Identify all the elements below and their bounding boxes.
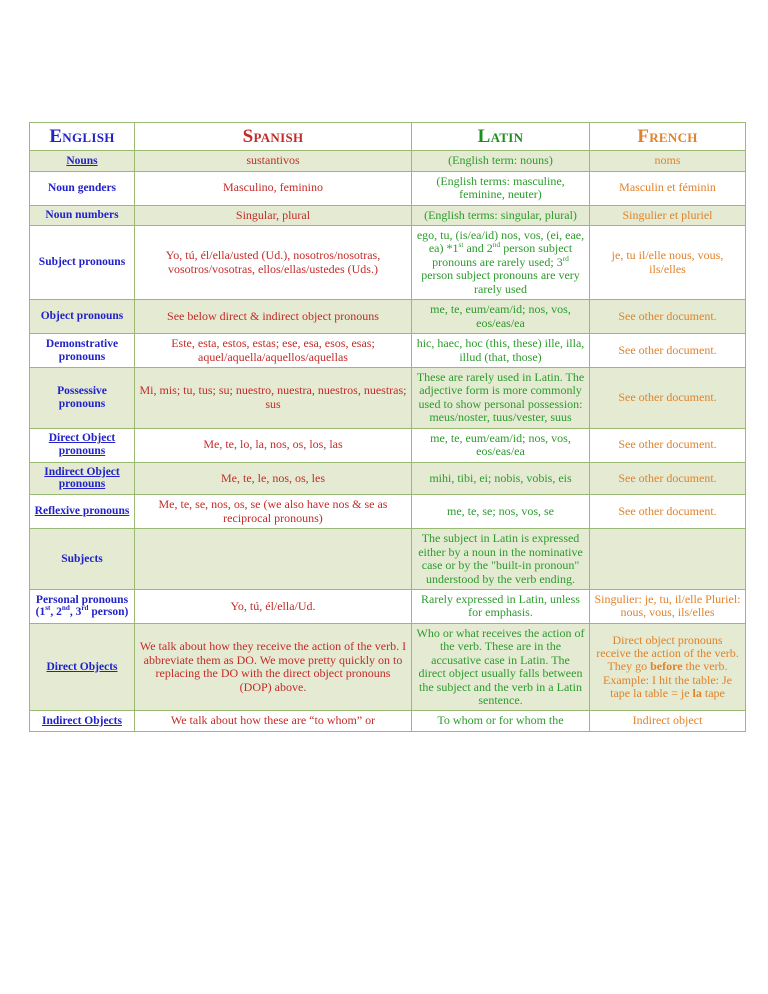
- table-cell-french-text: See other document.: [618, 437, 717, 452]
- table-cell-english: [30, 151, 135, 171]
- table-cell-latin: [412, 711, 590, 731]
- table-cell-english: [30, 205, 135, 225]
- table-cell-french-text: See other document.: [618, 504, 717, 519]
- table-cell-latin-text: (English terms: masculine, feminine, neuter): [436, 173, 565, 202]
- table-cell-english-text: Possessive pronouns: [57, 384, 107, 410]
- table-cell-english-text: Object pronouns: [40, 310, 124, 323]
- column-header-latin: [412, 123, 590, 151]
- table-cell-spanish: [135, 462, 412, 495]
- table-cell-english-text: Indirect Objects: [42, 714, 122, 727]
- table-cell-french: [590, 711, 746, 731]
- table-cell-latin-text: Rarely expressed in Latin, unless for emphasis.: [421, 591, 580, 620]
- table-cell-latin-text: ego, tu, (is/ea/id) nos, vos, (ei, eae, ea) *1st and 2nd person subject pronouns are rarely used; 3rd person subject pronouns are very rarely used: [416, 228, 585, 296]
- table-cell-french-text: See other document.: [618, 470, 717, 485]
- table-cell-latin: [412, 300, 590, 334]
- table-cell-english-text: Indirect Object pronouns: [44, 465, 120, 491]
- table-row: [30, 367, 746, 428]
- table-cell-english: [30, 171, 135, 205]
- table-cell-french-text: je, tu il/elle nous, vous, ils/elles: [611, 248, 724, 276]
- table-row: [30, 462, 746, 495]
- table-row: [30, 428, 746, 462]
- table-cell-french-text: See other document.: [618, 308, 717, 323]
- table-cell-english-text: Personal pronouns (1st, 2nd, 3rd person): [35, 593, 129, 619]
- header-label-spanish: Spanish: [242, 126, 304, 147]
- table-cell-latin: [412, 171, 590, 205]
- table-cell-spanish: [135, 589, 412, 623]
- table-cell-english: [30, 334, 135, 368]
- table-row: [30, 589, 746, 623]
- table-cell-spanish-text: We talk about how they receive the action of the verb. I abbreviate them as DO. We move pretty quickly on to replacing the DO with the direct object pronouns (DOP) above.: [139, 639, 407, 694]
- grammar-table-container: [29, 122, 745, 732]
- table-cell-latin: [412, 205, 590, 225]
- table-cell-latin-text: mihi, tibi, ei; nobis, vobis, eis: [429, 470, 572, 485]
- table-cell-spanish: [135, 623, 412, 711]
- table-cell-latin: [412, 495, 590, 529]
- table-cell-french: [590, 623, 746, 711]
- table-cell-english: [30, 367, 135, 428]
- table-cell-french-text: See other document.: [618, 342, 717, 357]
- table-cell-latin-text: (English terms: singular, plural): [424, 207, 577, 222]
- table-cell-latin-text: me, te, se; nos, vos, se: [447, 504, 554, 519]
- table-cell-spanish: [135, 300, 412, 334]
- table-cell-french-text: See other document.: [618, 390, 717, 405]
- grammar-comparison-table: [29, 122, 746, 732]
- table-cell-latin: [412, 151, 590, 171]
- table-cell-english-text: Direct Objects: [46, 660, 118, 673]
- table-row: [30, 711, 746, 731]
- table-cell-spanish-text: We talk about how these are “to whom” or: [170, 713, 376, 728]
- table-cell-latin: [412, 334, 590, 368]
- header-label-latin: Latin: [477, 126, 524, 147]
- table-cell-latin: [412, 589, 590, 623]
- table-cell-english-text: Reflexive pronouns: [34, 505, 130, 518]
- table-row: [30, 151, 746, 171]
- table-cell-english-text: Noun genders: [47, 181, 117, 194]
- table-row: [30, 334, 746, 368]
- table-cell-spanish: [135, 205, 412, 225]
- table-cell-spanish-text: Me, te, le, nos, os, les: [221, 470, 325, 485]
- table-cell-french: [590, 495, 746, 529]
- table-cell-latin-text: To whom or for whom the: [437, 713, 564, 728]
- table-row: [30, 529, 746, 590]
- table-cell-french-text: Masculin et féminin: [619, 180, 716, 195]
- table-cell-french: [590, 151, 746, 171]
- table-row: [30, 623, 746, 711]
- table-cell-spanish-text: Singular, plural: [235, 207, 311, 222]
- table-cell-french-text: Indirect object: [632, 713, 703, 728]
- table-cell-latin-text: Who or what receives the action of the verb. These are in the accusative case in Latin. The direct object usually falls between the subject and the verb in a Latin sentence.: [416, 625, 585, 708]
- table-cell-spanish: [135, 428, 412, 462]
- table-row: [30, 171, 746, 205]
- table-cell-english: [30, 428, 135, 462]
- table-cell-spanish-text: Yo, tú, él/ella/Ud.: [230, 598, 316, 613]
- table-cell-french: [590, 589, 746, 623]
- table-cell-french-text: noms: [654, 153, 681, 168]
- table-cell-latin-text: hic, haec, hoc (this, these) ille, illa, illud (that, those): [416, 336, 585, 364]
- table-cell-english: [30, 300, 135, 334]
- table-cell-latin: [412, 367, 590, 428]
- table-cell-spanish: [135, 334, 412, 368]
- table-cell-spanish-text: Me, te, lo, la, nos, os, los, las: [203, 437, 343, 452]
- table-cell-latin: [412, 226, 590, 300]
- column-header-english: [30, 123, 135, 151]
- table-cell-spanish-text: See below direct & indirect object pronouns: [167, 308, 379, 323]
- table-cell-english-text: Subjects: [61, 552, 103, 565]
- table-cell-spanish-text: Mi, mis; tu, tus; su; nuestro, nuestra, nuestros, nuestras; sus: [139, 383, 407, 411]
- table-cell-english: [30, 462, 135, 495]
- table-cell-english-text: Nouns: [66, 154, 98, 167]
- table-cell-spanish-text: Me, te, se, nos, os, se (we also have nos & se as reciprocal pronouns): [158, 497, 388, 525]
- table-cell-spanish: [135, 151, 412, 171]
- table-cell-french: [590, 171, 746, 205]
- table-cell-latin: [412, 623, 590, 711]
- table-cell-english: [30, 623, 135, 711]
- table-cell-french: [590, 529, 746, 590]
- table-row: [30, 495, 746, 529]
- table-header-row: [30, 123, 746, 151]
- table-cell-english: [30, 589, 135, 623]
- table-cell-spanish-text: Masculino, feminino: [223, 180, 323, 195]
- table-body: [30, 123, 746, 732]
- column-header-spanish: [135, 123, 412, 151]
- table-cell-spanish: [135, 529, 412, 590]
- table-cell-spanish-text: sustantivos: [246, 153, 300, 168]
- table-cell-english: [30, 711, 135, 731]
- table-cell-english-text: Demonstrative pronouns: [45, 337, 119, 363]
- table-cell-spanish: [135, 226, 412, 300]
- table-cell-french-text: Singulier et pluriel: [622, 207, 713, 222]
- table-cell-latin-text: These are rarely used in Latin. The adjective form is more commonly used to show personal possession: meus/noster, tuus/vester, suus: [416, 369, 585, 425]
- table-cell-english: [30, 226, 135, 300]
- table-cell-english: [30, 495, 135, 529]
- table-row: [30, 226, 746, 300]
- table-cell-latin-text: me, te, eum/eam/id; nos, vos, eos/eas/ea: [430, 302, 571, 330]
- table-cell-latin-text: (English term: nouns): [448, 153, 553, 168]
- table-cell-latin-text: The subject in Latin is expressed either by a noun in the nominative case or by the "built-in pronoun" understood by the verb ending.: [418, 531, 583, 586]
- table-cell-spanish-text: Este, esta, estos, estas; ese, esa, esos, esas; aquel/aquella/aquellos/aquellas: [171, 336, 375, 364]
- table-cell-french: [590, 462, 746, 495]
- table-row: [30, 300, 746, 334]
- table-cell-french-text: Direct object pronouns receive the action of the verb. They go before the verb. Example: I hit the table: Je tape la table = je la tape: [596, 632, 739, 701]
- table-cell-spanish-text: Yo, tú, él/ella/usted (Ud.), nosotros/nosotras, vosotros/vosotras, ellos/ellas/ustedes (Uds.): [165, 248, 381, 276]
- table-cell-french: [590, 367, 746, 428]
- table-cell-spanish: [135, 495, 412, 529]
- header-label-french: French: [637, 126, 698, 147]
- table-cell-spanish: [135, 711, 412, 731]
- table-cell-english-text: Noun numbers: [45, 208, 119, 221]
- table-cell-french: [590, 334, 746, 368]
- table-cell-latin: [412, 428, 590, 462]
- table-row: [30, 205, 746, 225]
- table-cell-english: [30, 529, 135, 590]
- table-cell-french-text: Singulier: je, tu, il/elle Pluriel: nous, vous, ils/elles: [594, 591, 741, 620]
- table-cell-spanish: [135, 367, 412, 428]
- table-cell-french: [590, 205, 746, 225]
- column-header-french: [590, 123, 746, 151]
- table-cell-french: [590, 428, 746, 462]
- table-cell-latin: [412, 529, 590, 590]
- table-cell-latin-text: me, te, eum/eam/id; nos, vos, eos/eas/ea: [430, 430, 571, 459]
- table-cell-latin: [412, 462, 590, 495]
- table-cell-english-text: Subject pronouns: [38, 256, 126, 269]
- header-label-english: English: [49, 126, 115, 147]
- table-cell-french: [590, 300, 746, 334]
- table-cell-french: [590, 226, 746, 300]
- table-cell-spanish: [135, 171, 412, 205]
- table-cell-english-text: Direct Object pronouns: [48, 432, 116, 458]
